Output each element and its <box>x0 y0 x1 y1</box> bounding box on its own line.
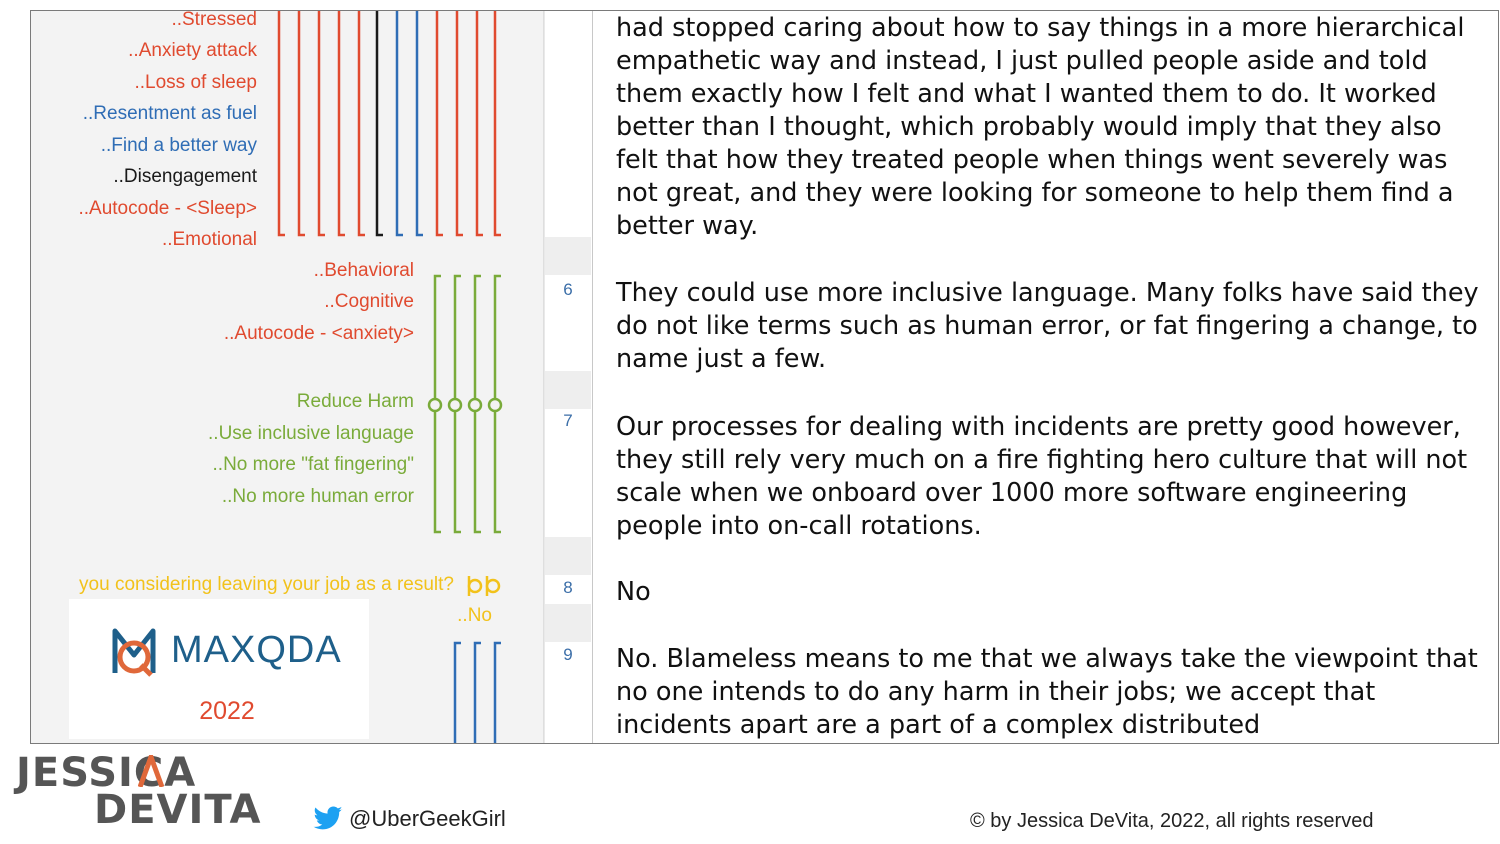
stripe-blue-4 <box>475 643 481 744</box>
stripe-red-2 <box>299 11 305 235</box>
stripe-red-4 <box>339 11 345 235</box>
code-no[interactable]: ..No <box>457 605 492 626</box>
stripe-green-node-1 <box>429 399 441 411</box>
code-loss-of-sleep[interactable]: ..Loss of sleep <box>134 72 257 93</box>
paragraph-number-8: 8 <box>563 578 573 597</box>
stripe-red-9 <box>495 11 501 235</box>
document-paragraph-9[interactable]: No. Blameless means to me that we always take the viewpoint that no one intends to do any harm in their jobs; we accept that incidents apart are a part of a complex distributed <box>616 644 1478 740</box>
code-use-inclusive-language[interactable]: ..Use inclusive language <box>208 423 414 444</box>
document-paragraph-8[interactable]: No <box>616 577 651 607</box>
code-reduce-harm[interactable]: Reduce Harm <box>296 391 414 412</box>
stripe-yellow-nodes <box>469 576 499 596</box>
footer-logo-accent <box>138 755 164 787</box>
code-stressed[interactable]: ..Stressed <box>171 10 257 30</box>
paragraph-number-7: 7 <box>563 411 573 430</box>
paragraph-gap <box>545 237 591 275</box>
paragraph-number-6: 6 <box>563 280 573 299</box>
maxqda-window <box>30 10 1499 744</box>
stripe-red-8 <box>477 11 483 235</box>
stripe-red-5 <box>359 11 365 235</box>
twitter-icon <box>312 806 344 832</box>
code-cognitive[interactable]: ..Cognitive <box>324 291 414 312</box>
stripe-blue-3 <box>455 643 461 744</box>
code-no-more-fat-fingering[interactable]: ..No more "fat fingering" <box>212 454 414 475</box>
code-autocode-sleep[interactable]: ..Autocode - <Sleep> <box>78 198 257 219</box>
code-considering-leaving-job[interactable]: you considering leaving your job as a result? <box>79 574 454 595</box>
code-emotional[interactable]: ..Emotional <box>161 229 257 250</box>
document-paragraph-6[interactable]: They could use more inclusive language. Many folks have said they do not like terms such as human error, or fat fingering a change, to name just a few. <box>616 278 1479 374</box>
document-paragraph-7[interactable]: Our processes for dealing with incidents are pretty good however, they still rely very much on a fire fighting hero culture that will not scale when we onboard over 1000 more software engineering people into on-call rotations. <box>616 412 1468 541</box>
code-resentment-as-fuel[interactable]: ..Resentment as fuel <box>82 103 257 124</box>
footer-name-line2: DEVITA <box>94 787 262 833</box>
footer-name-line1: JESSICA <box>16 750 197 796</box>
stripe-red-7 <box>457 11 463 235</box>
paragraph-number-9: 9 <box>563 645 573 664</box>
copyright-notice: © by Jessica DeVita, 2022, all rights reserved <box>970 810 1374 832</box>
maxqda-logo-icon <box>109 625 159 677</box>
paragraph-gap <box>545 537 591 575</box>
code-behavioral[interactable]: ..Behavioral <box>313 260 414 281</box>
stripe-red-1 <box>279 11 285 235</box>
column-separator <box>592 11 593 743</box>
code-find-a-better-way[interactable]: ..Find a better way <box>100 135 257 156</box>
twitter-handle[interactable]: @UberGeekGirl <box>349 806 506 831</box>
code-disengagement[interactable]: ..Disengagement <box>113 166 257 187</box>
maxqda-logo-box <box>69 599 369 739</box>
document-paragraph-5[interactable]: had stopped caring about how to say things in a more hierarchical empathetic way and instead, I just pulled people aside and told them exactly how I felt and what I wanted them to do. It worked better than I thought, which probably would imply that they also felt that how they treated people when things went severely was not great, and they were looking for someone to help them find a better way. <box>616 13 1465 241</box>
maxqda-brand: MAXQDA <box>171 629 342 671</box>
paragraph-gap <box>545 371 591 409</box>
stripe-green-node-3 <box>469 399 481 411</box>
stripe-black-1 <box>377 11 383 235</box>
maxqda-year: 2022 <box>199 697 255 725</box>
code-anxiety-attack[interactable]: ..Anxiety attack <box>128 40 257 61</box>
stripe-red-3 <box>319 11 325 235</box>
stripe-blue-5 <box>495 643 501 744</box>
code-autocode-anxiety[interactable]: ..Autocode - <anxiety> <box>223 323 414 344</box>
code-system-panel <box>31 11 543 743</box>
stripe-green-node-2 <box>449 399 461 411</box>
code-no-more-human-error[interactable]: ..No more human error <box>221 486 414 507</box>
stripe-blue-1 <box>397 11 403 235</box>
stripe-blue-2 <box>417 11 423 235</box>
paragraph-gap <box>545 604 591 642</box>
stripe-green-node-4 <box>489 399 501 411</box>
paragraph-number-column <box>545 11 591 743</box>
stripe-red-6 <box>437 11 443 235</box>
